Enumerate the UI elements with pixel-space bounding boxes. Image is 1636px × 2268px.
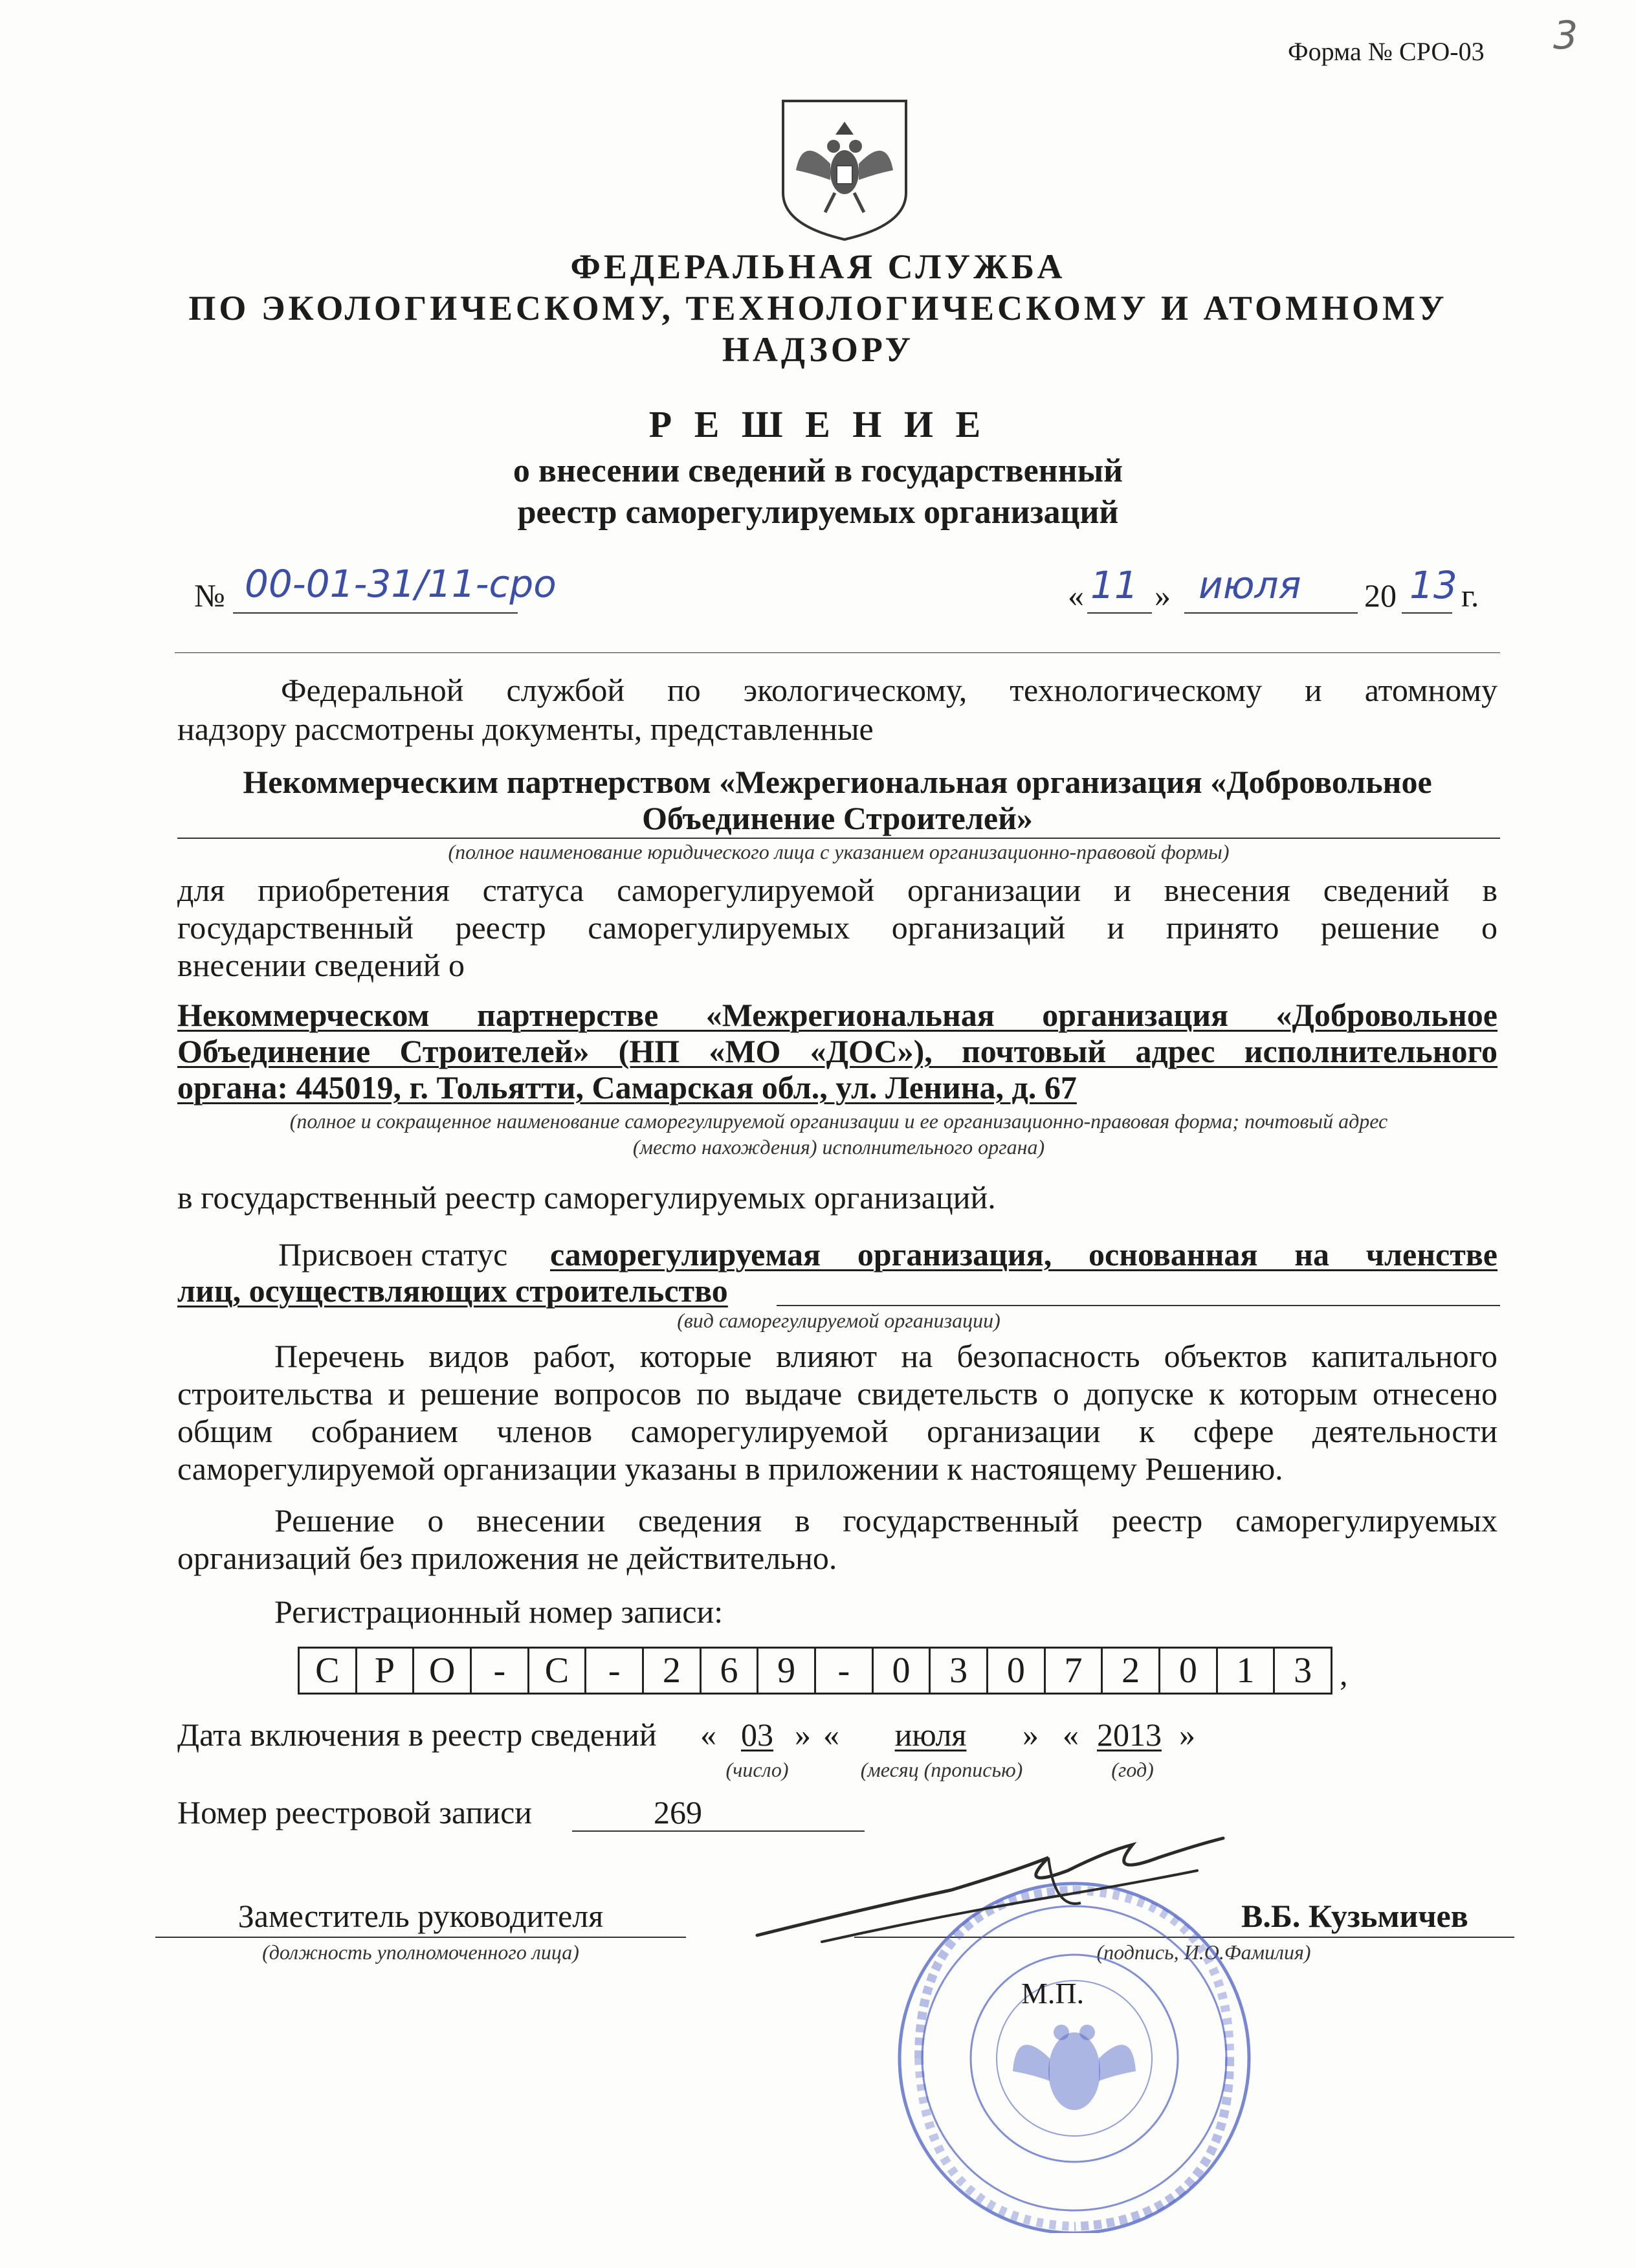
validity-line-1: Решение о внесении сведения в государственный реестр саморегулируемых bbox=[274, 1502, 1498, 1539]
handwritten-signature bbox=[744, 1832, 1236, 1961]
registration-cell: 7 bbox=[1044, 1647, 1101, 1695]
agency-name-line-1: ФЕДЕРАЛЬНАЯ СЛУЖБА bbox=[570, 247, 1066, 286]
agency-name-line-2: ПО ЭКОЛОГИЧЕСКОМУ, ТЕХНОЛОГИЧЕСКОМУ И АТОМНОМУ bbox=[188, 289, 1448, 328]
registration-cell: - bbox=[584, 1647, 642, 1695]
document-subtitle-line-2: реестр саморегулируемых организаций bbox=[517, 494, 1119, 531]
registration-cell: С bbox=[298, 1647, 355, 1695]
registration-cell: Р bbox=[355, 1647, 413, 1695]
registration-cell: С bbox=[527, 1647, 585, 1695]
registration-cell: 9 bbox=[757, 1647, 814, 1695]
status-hint: (вид саморегулируемой организации) bbox=[677, 1309, 1000, 1332]
purpose-line-2: государственный реестр саморегулируемых организаций и принято решение о bbox=[177, 909, 1498, 946]
organization-hint-line-1: (полное и сокращенное наименование саморегулируемой организации и ее организационно-правовая форма; почтовый адрес bbox=[289, 1109, 1388, 1133]
inclusion-day-hint: (число) bbox=[725, 1758, 789, 1781]
decision-day: 11 bbox=[1090, 563, 1138, 607]
agency-name-line-3: НАДЗОРУ bbox=[722, 330, 914, 369]
purpose-line-1: для приобретения статуса саморегулируемой организации и внесения сведений в bbox=[177, 872, 1498, 908]
date-quote-open: « bbox=[1068, 577, 1084, 614]
applicant-line-1: Некоммерческим партнерством «Межрегиональная организация «Добровольное bbox=[243, 764, 1432, 800]
purpose-line-3: внесении сведений о bbox=[177, 947, 465, 983]
decision-month: июля bbox=[1199, 563, 1301, 607]
decision-number: 00-01-31/11-сро bbox=[245, 562, 557, 606]
intro-line-1: Федеральной службой по экологическому, технологическому и атомному bbox=[281, 672, 1498, 708]
registration-number-grid bbox=[298, 1647, 1332, 1695]
seal-placeholder-mark: М.П. bbox=[1021, 1977, 1085, 2010]
applicant-line-2: Объединение Строителей» bbox=[642, 800, 1033, 836]
registration-cell: 2 bbox=[1101, 1647, 1158, 1695]
form-number: Форма № СРО-03 bbox=[1288, 37, 1485, 66]
registration-cell: 3 bbox=[1273, 1647, 1331, 1695]
works-line-4: саморегулируемой организации указаны в приложении к настоящему Решению. bbox=[177, 1451, 1283, 1487]
year-mark: г. bbox=[1461, 577, 1479, 614]
organization-hint-line-2: (место нахождения) исполнительного органа) bbox=[632, 1135, 1045, 1159]
coat-of-arms-icon bbox=[777, 96, 912, 245]
inclusion-day-quote-open: « bbox=[700, 1717, 716, 1753]
registry-number-value: 269 bbox=[654, 1794, 702, 1830]
number-label: № bbox=[194, 577, 225, 614]
registration-cell: - bbox=[814, 1647, 872, 1695]
registration-cell: 2 bbox=[642, 1647, 700, 1695]
applicant-hint: (полное наименование юридического лица с указанием организационно-правовой формы) bbox=[448, 840, 1230, 863]
registration-cell: - bbox=[470, 1647, 527, 1695]
date-quote-close: » bbox=[1155, 577, 1171, 614]
status-value-line-2: лиц, осуществляющих строительство bbox=[177, 1273, 728, 1309]
inclusion-month-hint: (месяц (прописью) bbox=[860, 1758, 1023, 1781]
inclusion-year-quote-open: « bbox=[1063, 1717, 1079, 1753]
status-label: Присвоен статус bbox=[278, 1236, 508, 1273]
registration-cell: 0 bbox=[986, 1647, 1044, 1695]
signatory-position: Заместитель руководителя bbox=[238, 1898, 604, 1934]
decision-year: 13 bbox=[1409, 563, 1457, 607]
document-subtitle-line-1: о внесении сведений в государственный bbox=[513, 452, 1123, 489]
registration-cell: 0 bbox=[1158, 1647, 1216, 1695]
registration-trailing-comma: , bbox=[1340, 1656, 1348, 1692]
inclusion-year: 2013 bbox=[1097, 1717, 1162, 1753]
inclusion-date-label: Дата включения в реестр сведений bbox=[177, 1717, 657, 1753]
registration-cell: 1 bbox=[1216, 1647, 1274, 1695]
document-title: Р Е Ш Е Н И Е bbox=[648, 403, 988, 445]
validity-line-2: организаций без приложения не действительно. bbox=[177, 1540, 837, 1576]
works-line-1: Перечень видов работ, которые влияют на безопасность объектов капитального bbox=[274, 1338, 1498, 1374]
organization-line-1: Некоммерческом партнерстве «Межрегиональная организация «Добровольное bbox=[177, 997, 1498, 1033]
inclusion-month-quote-open: « bbox=[823, 1717, 839, 1753]
inclusion-year-quote-close: » bbox=[1179, 1717, 1195, 1753]
works-line-3: общим собранием членов саморегулируемой организации к сфере деятельности bbox=[177, 1413, 1498, 1449]
status-value-line-1: саморегулируемая организация, основанная на членстве bbox=[550, 1236, 1498, 1273]
signatory-position-hint: (должность уполномоченного лица) bbox=[262, 1940, 579, 1964]
registration-cell: 6 bbox=[700, 1647, 757, 1695]
registration-cell: О bbox=[412, 1647, 470, 1695]
inclusion-month-quote-close: » bbox=[1022, 1717, 1039, 1753]
year-prefix: 20 bbox=[1364, 577, 1397, 614]
organization-line-3: органа: 445019, г. Тольятти, Самарская обл., ул. Ленина, д. 67 bbox=[177, 1069, 1077, 1106]
registration-label: Регистрационный номер записи: bbox=[274, 1594, 724, 1630]
signatory-name: В.Б. Кузьмичев bbox=[1241, 1898, 1468, 1934]
inclusion-day-quote-close: » bbox=[795, 1717, 811, 1753]
inclusion-day: 03 bbox=[741, 1717, 773, 1753]
works-line-2: строительства и решение вопросов по выдаче свидетельств о допуске к которым отнесено bbox=[177, 1375, 1498, 1412]
page-corner-mark: 3 bbox=[1553, 13, 1578, 58]
registration-cell: 3 bbox=[929, 1647, 986, 1695]
organization-line-2: Объединение Строителей» (НП «МО «ДОС»), почтовый адрес исполнительного bbox=[177, 1033, 1498, 1069]
signature-hint: (подпись, И.О.Фамилия) bbox=[1096, 1940, 1311, 1964]
intro-line-2: надзору рассмотрены документы, представленные bbox=[177, 711, 874, 747]
inclusion-month: июля bbox=[894, 1717, 967, 1753]
registration-cell: 0 bbox=[872, 1647, 929, 1695]
registry-sentence: в государственный реестр саморегулируемых организаций. bbox=[177, 1179, 996, 1216]
inclusion-year-hint: (год) bbox=[1111, 1758, 1154, 1781]
registry-number-label: Номер реестровой записи bbox=[177, 1794, 533, 1830]
